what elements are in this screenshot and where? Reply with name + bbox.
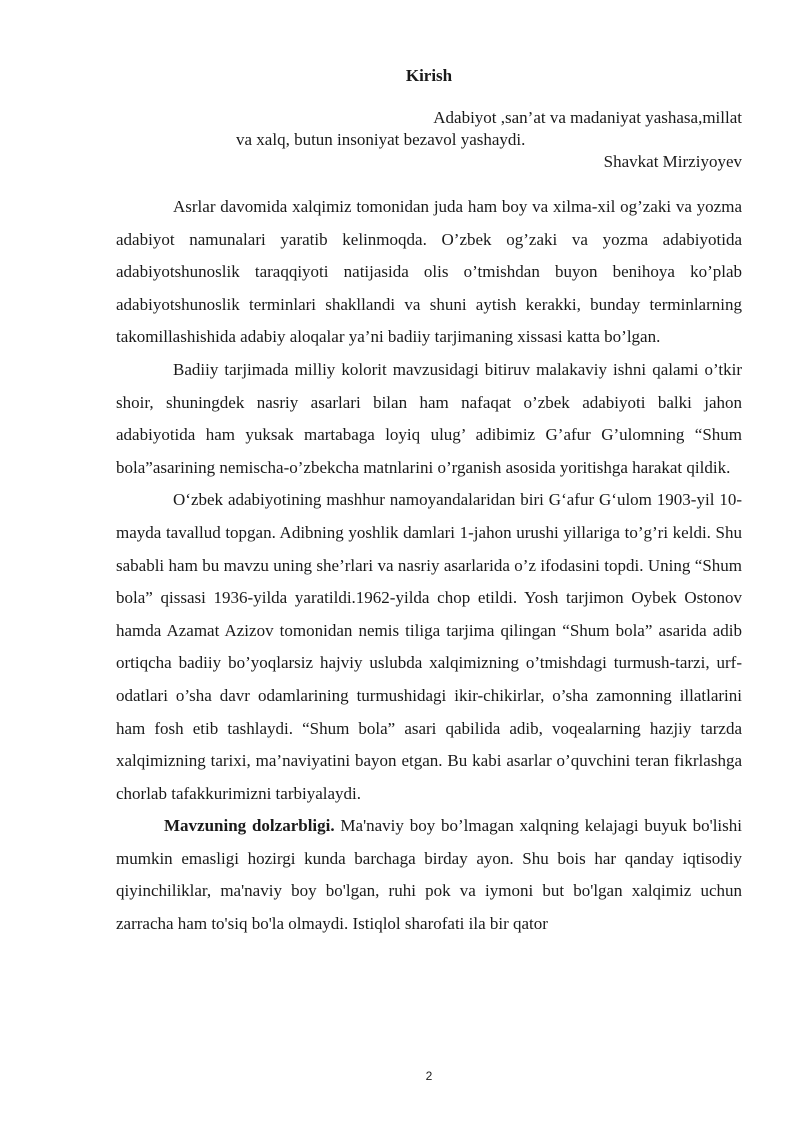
relevance-text: Ma'naviy boy bo’lmagan xalqning kelajagi buyuk bo'lishi mumkin emasligi hozirgi kunda barchaga birday ayon. Shu bois har qanday iqtisodiy qiyinchiliklar, ma'naviy boy bo'lgan, ruhi pok va iymoni but bo'lgan xalqimiz uchun zarracha ham to'siq bo'la olmaydi. Istiqlol sharofati ila bir qator (116, 816, 742, 934)
paragraph-3: O‘zbek adabiyotining mashhur namoyandalaridan biri G‘afur G‘ulom 1903-yil 10- mayda tavallud topgan. Adibning yoshlik damlari 1-jahon urushi yillariga to’g’ri keldi. Shu sababli ham bu mavzu uning she’rlari va nasriy asarlarida o’z ifodasini topdi. Uning “Shum bola” qissasi 1936-yilda yaratildi.1962-yilda chop etildi. Yosh tarjimon Oybek Ostonov hamda Azamat Azizov tomonidan nemis tiliga tarjima qilingan “Shum bola” asarida adib ortiqcha badiiy bo’yoqlarsiz hajviy uslubda xalqimizning o’tmishdagi turmush-tarzi, urf-odatlari o’sha davr odamlarining turmushidagi ikir-chikirlar, o’sha zamonning illatlarini ham fosh etib tashlaydi. “Shum bola” asari qabilida adib, voqealarning hazjiy tarzda xalqimizning tarixi, ma’naviyatini bayon etgan. Bu kabi asarlar o’quvchini teran fikrlashga chorlab tafakkurimizni tarbiyalaydi. (116, 490, 742, 803)
page-number: 2 (425, 1069, 433, 1083)
paragraph-1: Asrlar davomida xalqimiz tomonidan juda ham boy va xilma-xil og’zaki va yozma adabiyot namunalari yaratib kelinmoqda. O’zbek og’zaki va yozma adabiyotida adabiyotshunoslik taraqqiyoti natijasida olis o’tmishdan buyon benihoya ko’plab adabiyotshunoslik terminlari shakllandi va shuni aytish kerakki, bunday terminlarning takomillashishida adabiy aloqalar ya’ni badiiy tarjimaning xissasi katta bo’lgan. (116, 197, 742, 347)
paragraph-2: Badiiy tarjimada milliy kolorit mavzusidagi bitiruv malakaviy ishni qalami o’tkir shoir, shuningdek nasriy asarlari bilan ham nafaqat o’zbek adabiyoti balki jahon adabiyotida ham yuksak martabaga loyiq ulug’ adibimiz G’afur G’ulomning “Shum bola”asarining nemischa-o’zbekcha matnlarini o’rganish asosida yoritishga harakat qildik. (116, 359, 742, 477)
epigraph-line-1: Adabiyot ,san’at va madaniyat yashasa,millat (433, 108, 742, 127)
epigraph-author: Shavkat Mirziyoyev (603, 152, 742, 171)
section-heading: Kirish (405, 66, 453, 85)
body-text (116, 191, 742, 941)
epigraph-line-2: va xalq, butun insoniyat bezavol yashaydi. (236, 130, 526, 149)
relevance-paragraph (116, 810, 742, 940)
relevance-label: Mavzuning dolzarbligi. (164, 816, 335, 836)
